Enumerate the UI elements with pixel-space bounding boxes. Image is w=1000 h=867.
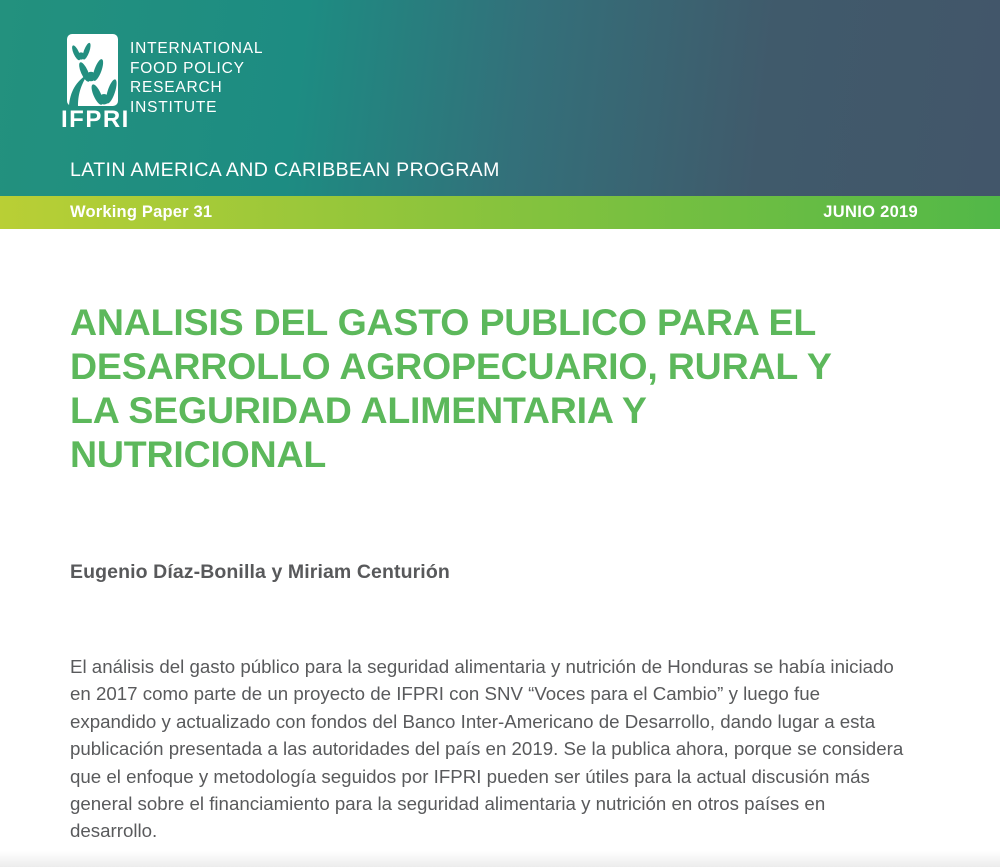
org-name <box>130 39 263 117</box>
ifpri-logo-icon <box>67 34 118 106</box>
authors-line: Eugenio Díaz-Bonilla y Miriam Centurión <box>70 561 450 583</box>
title-line: DESARROLLO AGROPECUARIO, RURAL Y <box>70 345 832 387</box>
abstract-line: expandido y actualizado con fondos del Banco Inter-Americano de Desarrollo, dando lugar a esta <box>70 710 876 732</box>
abstract-line: publicación presentada a las autoridades del país en 2019. Se la publica ahora, porque se considera <box>70 738 904 760</box>
org-name-line: INTERNATIONAL <box>130 40 264 57</box>
abstract-line: general sobre el financiamiento para la seguridad alimentaria y nutrición en otros países en <box>70 793 826 815</box>
abstract-line: El análisis del gasto público para la seguridad alimentaria y nutrición de Honduras se había iniciado <box>70 656 894 677</box>
document-title <box>70 300 950 476</box>
abstract-paragraph <box>70 653 950 845</box>
issue-date: JUNIO 2019 <box>823 203 918 221</box>
working-paper-number: Working Paper 31 <box>70 203 213 221</box>
series-band <box>0 196 1000 229</box>
org-name-line: RESEARCH <box>130 79 223 96</box>
ifpri-wordmark: IFPRI <box>61 106 130 133</box>
page-bottom-shadow <box>0 851 1000 867</box>
title-line: NUTRICIONAL <box>70 433 327 475</box>
abstract-line: que el enfoque y metodología seguidos por IFPRI pueden ser útiles para la actual discusión más <box>70 765 870 787</box>
title-line: ANALISIS DEL GASTO PUBLICO PARA EL <box>70 301 817 343</box>
header-banner <box>0 0 1000 196</box>
abstract-line: en 2017 como parte de un proyecto de IFPRI con SNV “Voces para el Cambio” y luego fue <box>70 683 820 705</box>
org-name-line: FOOD POLICY <box>130 59 245 77</box>
title-line: LA SEGURIDAD ALIMENTARIA Y <box>70 389 647 431</box>
org-name-line: INSTITUTE <box>130 98 218 116</box>
abstract-line: desarrollo. <box>70 820 158 842</box>
program-name: LATIN AMERICA AND CARIBBEAN PROGRAM <box>70 159 500 181</box>
